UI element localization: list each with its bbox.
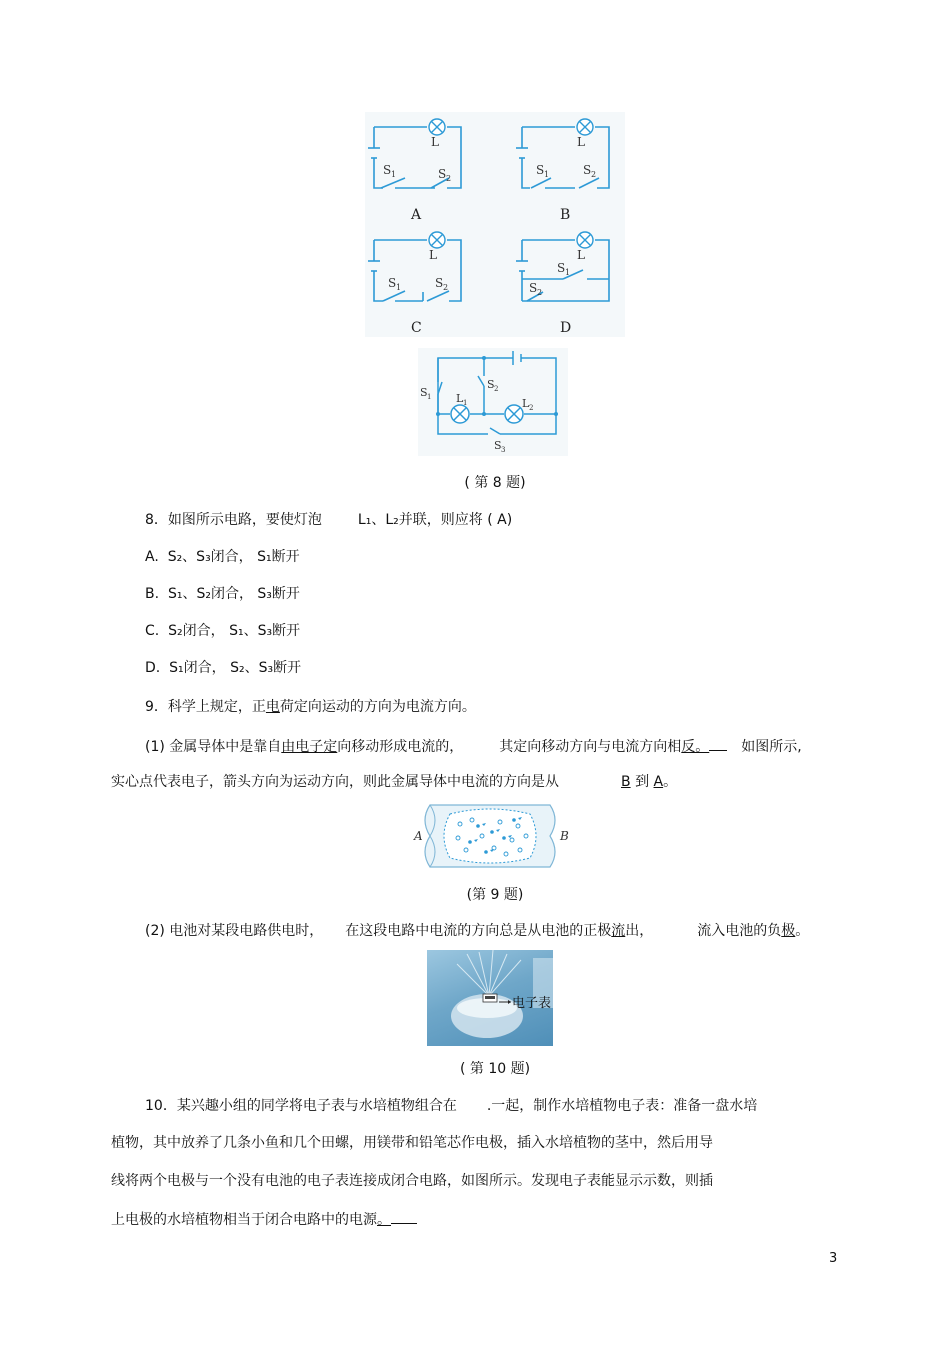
q8-option-text: S₂闭合， S₁、S₃断开: [168, 623, 301, 639]
q8-option-text: S₁闭合， S₂、S₃断开: [169, 660, 302, 676]
fig8-s3-sub: 3: [501, 446, 506, 454]
fig8-s1-label: S: [420, 386, 428, 399]
q8-stem-text: 8．如图所示电路，要使灯泡: [145, 512, 322, 528]
conductor-end-b: B: [560, 829, 569, 843]
option-label-c: C: [411, 320, 422, 336]
fig8-s1-sub: 1: [427, 393, 432, 401]
q9-p2-mid: 在这段电路中电流的方向总是从电池的正极: [345, 923, 612, 939]
q9-part-1-line-2: [111, 773, 677, 791]
fig8-l2-sub: 2: [529, 404, 534, 412]
question-8-stem: [145, 511, 512, 529]
q10-line-1-post: .一起，制作水培植物电子表：准备一盘水培: [486, 1098, 758, 1114]
s1-sub-d: 1: [565, 268, 571, 277]
s1-label-d: S: [557, 261, 566, 275]
s2-label-b: S: [583, 163, 592, 177]
lamp-label-a: L: [431, 135, 439, 149]
s2-sub-c: 2: [443, 283, 449, 292]
s2-sub-a: 2: [446, 174, 452, 183]
circuit-options-svg: [365, 112, 625, 337]
q9-p1-to: 到: [635, 774, 650, 790]
q8-option-letter: B.: [145, 586, 160, 602]
q10-line-4: [111, 1209, 417, 1229]
q9-p1-pre: (1) 金属导体中是靠自: [145, 739, 282, 755]
option-label-a: A: [411, 207, 422, 223]
q9-p2-mid-3: 流入电池的负: [697, 923, 782, 939]
q8-option-letter: C.: [145, 623, 160, 639]
q9-p2-answer-1: 流: [611, 923, 626, 939]
q9-p2-mid-2: 出，: [625, 923, 654, 939]
q8-option-letter: A.: [145, 549, 159, 565]
figure-8-caption: ( 第 8 题): [464, 475, 526, 491]
hydroponic-clock-photo: [427, 950, 553, 1046]
s1-label-b: S: [536, 163, 545, 177]
q9-p1-answer-4: A: [653, 774, 664, 790]
option-label-d: D: [560, 320, 572, 336]
q8-option-a: [145, 548, 300, 566]
fig8-s2-label: S: [487, 378, 495, 391]
q8-option-text: S₁、S₂闭合， S₃断开: [167, 586, 300, 602]
s2-label-d: S: [529, 281, 538, 295]
q9-part-1-line-1: [145, 736, 802, 756]
q9-stem-pre: 9．科学上规定，正: [145, 699, 266, 715]
q10-line-1: [145, 1097, 757, 1115]
page-number: 3: [829, 1251, 838, 1266]
q9-p1-answer-3: B: [621, 774, 631, 790]
q8-option-d: [145, 659, 301, 677]
figure-9-caption: (第 9 题): [466, 887, 524, 903]
fig8-l2-label: L: [522, 397, 530, 410]
s1-label-c: S: [388, 276, 397, 290]
q10-line-1-pre: 10．某兴趣小组的同学将电子表与水培植物组合在: [145, 1098, 457, 1114]
q9-p1-mid: 向移动形成电流的，: [337, 739, 464, 755]
q10-line-3: 线将两个电极与一个没有电池的电子表连接成闭合电路，如图所示。发现电子表能显示示数，则插: [111, 1173, 713, 1189]
q8-option-letter: D.: [145, 660, 161, 676]
q8-stem-text-2: L₁、L₂并联，则应将: [357, 512, 483, 528]
s2-sub-d: 2: [537, 288, 543, 297]
q9-p1-answer-1: 由电子定: [281, 739, 338, 755]
s1-label-a: S: [383, 163, 392, 177]
q10-answer: 。: [377, 1212, 391, 1228]
question-9-stem: [145, 698, 476, 716]
circuit-options-figure: [365, 112, 625, 337]
s1-sub-b: 1: [544, 170, 550, 179]
q9-answer-1: 电: [265, 699, 280, 715]
s2-label-c: S: [435, 276, 444, 290]
q8-circuit-svg: [418, 348, 568, 456]
q9-p1-answer-2: 反。: [681, 739, 710, 755]
question-8-circuit: [418, 348, 568, 456]
s1-sub-c: 1: [396, 283, 402, 292]
electronic-watch-label: 电子表: [512, 996, 552, 1011]
metal-conductor-figure: [410, 800, 575, 872]
option-label-b: B: [560, 207, 571, 223]
q9-p1-mid-2: 其定向移动方向与电流方向相: [499, 739, 682, 755]
q9-p1-line-2-text: 实心点代表电子，箭头方向为运动方向，则此金属导体中电流的方向是从: [111, 774, 559, 790]
q8-option-text: S₂、S₃闭合， S₁断开: [167, 549, 300, 565]
q9-p1-end: 。: [663, 774, 678, 790]
q9-p2-end: 。: [795, 923, 810, 939]
q10-line-2: 植物，其中放养了几条小鱼和几个田螺，用镁带和铅笔芯作电极，插入水培植物的茎中，然后用导: [111, 1135, 713, 1151]
s2-label-a: S: [438, 167, 447, 181]
fig8-l1-label: L: [456, 392, 464, 405]
fig8-s2-sub: 2: [494, 385, 499, 393]
q10-line-4-pre: 上电极的水培植物相当于闭合电路中的电源: [111, 1212, 377, 1228]
q8-option-b: [145, 585, 300, 603]
conductor-end-a: A: [414, 829, 423, 843]
q9-stem-post: 荷定向运动的方向为电流方向。: [279, 699, 476, 715]
fig8-l1-sub: 1: [463, 399, 468, 407]
lamp-label-c: L: [429, 248, 437, 262]
s2-sub-b: 2: [591, 170, 597, 179]
lamp-label-d: L: [577, 248, 585, 262]
fig8-s3-label: S: [494, 439, 502, 452]
q9-part-2: [145, 922, 809, 940]
figure-10-caption: ( 第 10 题): [459, 1061, 531, 1077]
lamp-label-b: L: [577, 135, 585, 149]
q8-option-c: [145, 622, 300, 640]
q9-p2-pre: (2) 电池对某段电路供电时，: [145, 923, 324, 939]
q8-answer: ( A): [487, 512, 513, 528]
q9-p1-post: 如图所示,: [741, 739, 802, 755]
conductor-svg: [410, 800, 575, 872]
q9-p2-answer-2: 极: [781, 923, 796, 939]
s1-sub-a: 1: [391, 170, 397, 179]
